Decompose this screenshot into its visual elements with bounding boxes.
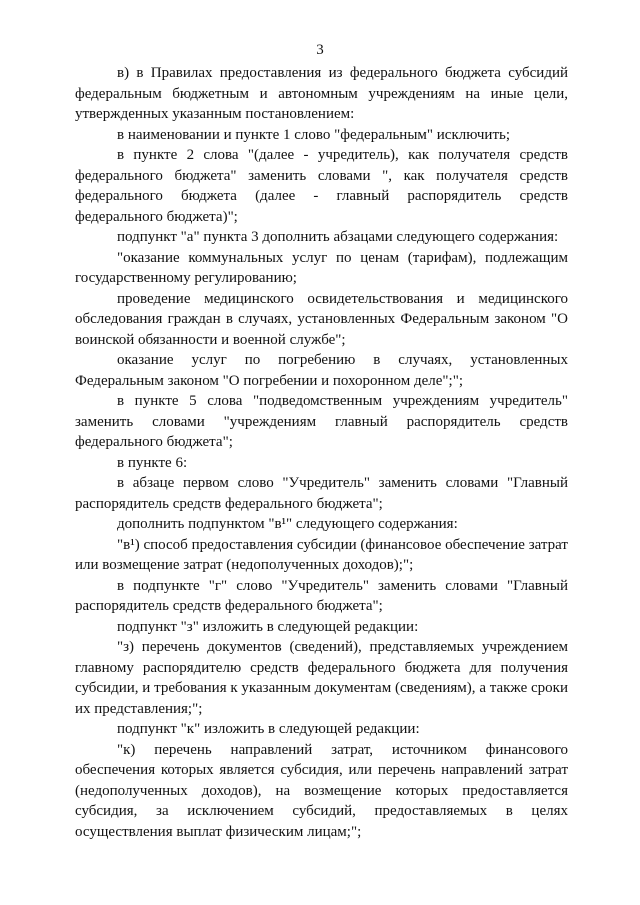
paragraph: в наименовании и пункте 1 слово "федеральным" исключить; xyxy=(117,126,511,143)
paragraph: в абзаце первом слово "Учредитель" заменить словами "Главный распорядитель средств федерального бюджета"; xyxy=(75,475,568,512)
paragraph: "к) перечень направлений затрат, источником финансового обеспечения которых является субсидия, или перечень направлений затрат (недополученных доходов), на возмещение которых предоставляется субсидия, за исключением субсидий, предоставляемых в целях осуществления выплат физическим лицам;"; xyxy=(75,741,568,840)
paragraph: в пункте 6: xyxy=(117,454,188,471)
document-body xyxy=(75,63,568,842)
paragraph: проведение медицинского освидетельствования и медицинского обследования граждан в случаях, установленных Федеральным законом "О воинской обязанности и военной службе"; xyxy=(75,290,568,348)
paragraph: в пункте 5 слова "подведомственным учреждениям учредитель" заменить словами "учреждениям главный распорядитель средств федерального бюджета"; xyxy=(75,393,568,450)
paragraph: "в¹) способ предоставления субсидии (финансовое обеспечение затрат или возмещение затрат (недополученных доходов);"; xyxy=(75,536,568,573)
paragraph: подпункт "к" изложить в следующей редакции: xyxy=(117,721,420,737)
paragraph: "оказание коммунальных услуг по ценам (тарифам), подлежащим государственному регулированию; xyxy=(75,249,568,286)
paragraph: "з) перечень документов (сведений), представляемых учреждением главному распорядителю средств федерального бюджета для получения субсидии, и требования к указанным документам (сведениям), а также сроки их представления;"; xyxy=(75,639,568,717)
paragraph: в пункте 2 слова "(далее - учредитель), как получателя средств федерального бюджета" заменить словами ", как получателя средств федерального бюджета (далее - главный распорядитель средств федерального бюджета)"; xyxy=(75,147,568,225)
paragraph: оказание услуг по погребению в случаях, установленных Федеральным законом "О погребении и похоронном деле";"; xyxy=(75,352,568,389)
paragraph: подпункт "а" пункта 3 дополнить абзацами следующего содержания: xyxy=(117,229,559,245)
paragraph: в подпункте "г" слово "Учредитель" заменить словами "Главный распорядитель средств федерального бюджета"; xyxy=(75,577,568,614)
page-number: 3 xyxy=(316,42,324,58)
paragraph: дополнить подпунктом "в¹" следующего содержания: xyxy=(117,516,458,532)
paragraph: подпункт "з" изложить в следующей редакции: xyxy=(117,618,419,635)
paragraph: в) в Правилах предоставления из федерального бюджета субсидий федеральным бюджетным и автономным учреждениям на иные цели, утвержденных указанным постановлением: xyxy=(75,65,568,122)
